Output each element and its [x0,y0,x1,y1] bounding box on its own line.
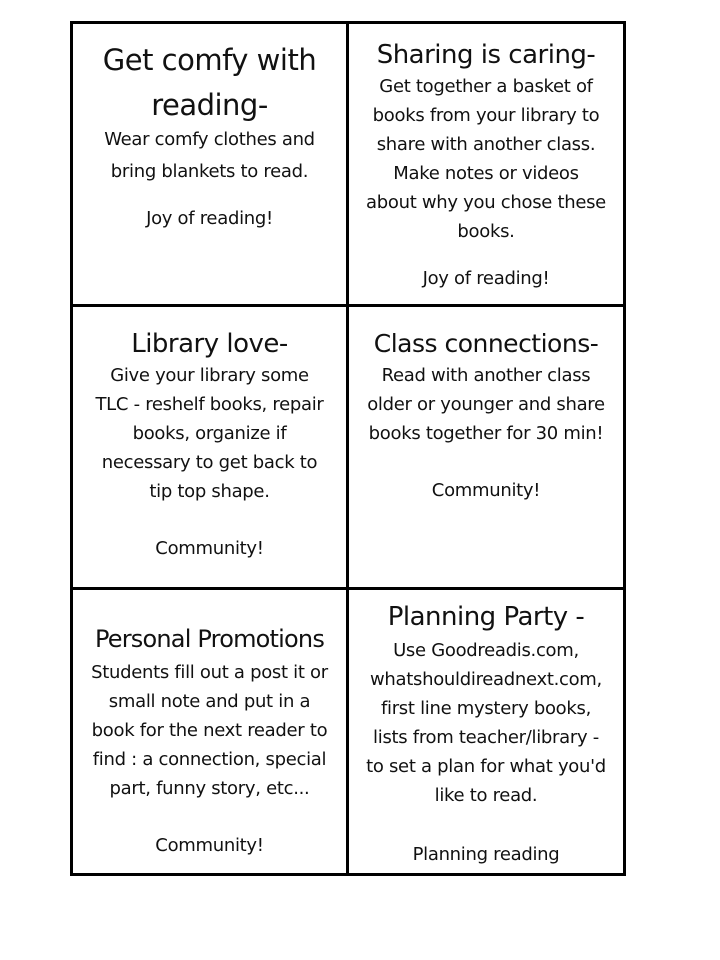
card-sharing-is-caring [349,24,623,307]
card-class-connections [349,307,623,590]
card-category: Community! [155,835,264,856]
card-library-love [73,307,349,590]
activity-card-grid [70,21,626,876]
card-title: Class connections- [373,329,599,358]
card-category: Joy of reading! [422,268,550,289]
card-title: Get comfy with reading- [102,43,317,122]
card-title: Planning Party - [387,602,585,632]
card-description: Get together a basket of books from your library to share with another class. Make notes or videos about why you chose these books. [366,76,606,242]
card-description: Students fill out a post it or small note and put in a book for the next reader to find : a connection, special part, funny story, etc... [91,662,328,799]
card-planning-party [349,590,623,873]
card-description: Wear comfy clothes and bring blankets to read. [104,129,315,182]
card-category: Community! [431,480,541,501]
card-category: Planning reading [412,844,560,865]
card-description: Use Goodreadis.com, whatshouldireadnext.com, first line mystery books, lists from teacher/library - to set a plan for what you'd like to read. [366,640,606,806]
card-description: Read with another class older or younger and share books together for 30 min! [367,365,605,444]
card-get-comfy [73,24,349,307]
card-category: Joy of reading! [146,208,273,229]
card-description: Give your library some TLC - reshelf books, repair books, organize if necessary to get back to tip top shape. [95,365,324,502]
card-personal-promotions [73,590,349,873]
card-category: Community! [155,538,264,559]
card-title: Personal Promotions [94,625,325,653]
card-title: Sharing is caring- [376,40,596,70]
card-title: Library love- [131,329,288,359]
